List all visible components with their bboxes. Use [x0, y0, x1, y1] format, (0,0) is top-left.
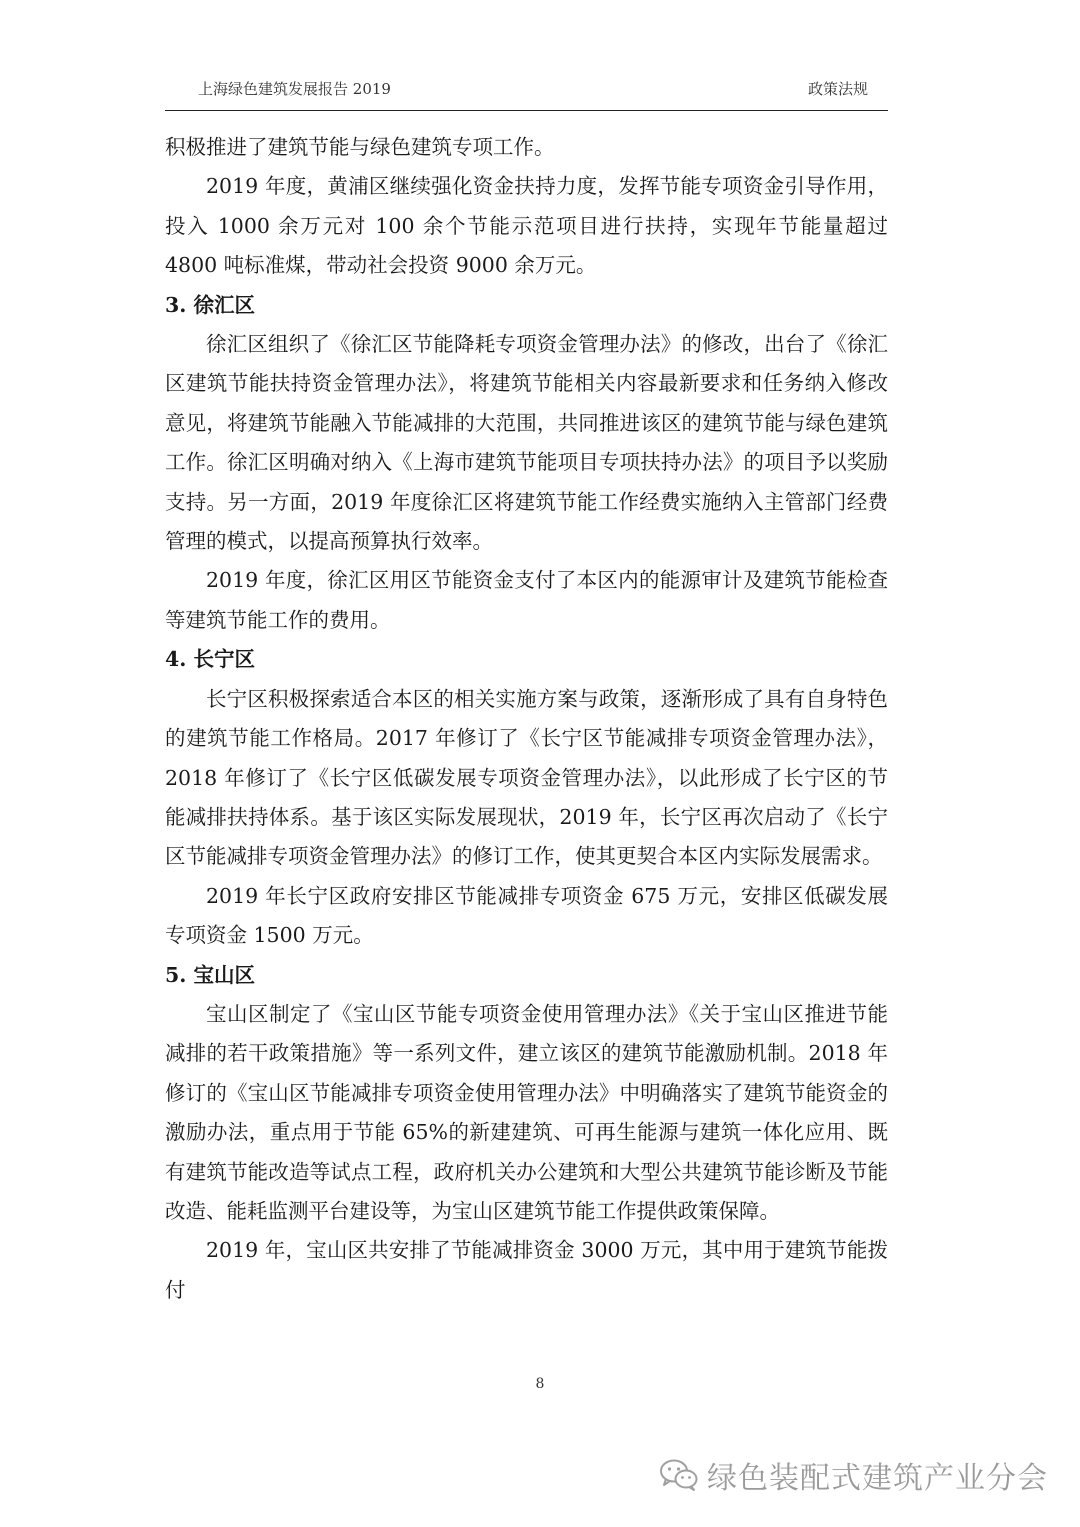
paragraph: 长宁区积极探索适合本区的相关实施方案与政策，逐渐形成了具有自身特色的建筑节能工作格局。2017 年修订了《长宁区节能减排专项资金管理办法》，2018 年修订了《长宁区低碳发展专项资金管理办法》，以此形成了长宁区的节能减排扶持体系。基于该区实际发展现状，2019 年，长宁区再次启动了《长宁区节能减排专项资金管理办法》的修订工作，使其更契合本区内实际发展需求。	[165, 686, 888, 869]
section-title: 政策法规	[807, 80, 868, 98]
document-body	[165, 128, 888, 1310]
page-header	[165, 66, 888, 111]
section-heading-baoshan: 5. 宝山区	[165, 962, 256, 987]
wechat-icon	[659, 1458, 699, 1492]
paragraph: 积极推进了建筑节能与绿色建筑专项工作。	[165, 135, 555, 159]
section-heading-xuhui: 3. 徐汇区	[165, 292, 256, 317]
paragraph: 2019 年，宝山区共安排了节能减排资金 3000 万元，其中用于建筑节能拨付	[165, 1238, 888, 1302]
paragraph: 2019 年度，黄浦区继续强化资金扶持力度，发挥节能专项资金引导作用，投入 1000 余万元对 100 余个节能示范项目进行扶持，实现年节能量超过 4800 吨标准煤，带动社会投资 9000 余万元。	[165, 174, 888, 278]
page-number: 8	[535, 1376, 545, 1392]
section-heading-changning: 4. 长宁区	[165, 647, 256, 672]
watermark	[659, 1452, 1048, 1498]
watermark-text: 绿色装配式建筑产业分会	[707, 1461, 1048, 1496]
paragraph: 2019 年长宁区政府安排区节能减排专项资金 675 万元，安排区低碳发展专项资金 1500 万元。	[165, 883, 888, 948]
paragraph: 宝山区制定了《宝山区节能专项资金使用管理办法》《关于宝山区推进节能减排的若干政策措施》等一系列文件，建立该区的建筑节能激励机制。2018 年修订的《宝山区节能减排专项资金使用管理办法》中明确落实了建筑节能资金的激励办法，重点用于节能 65%的新建建筑、可再生能源与建筑一体化应用、既有建筑节能改造等试点工程，政府机关办公建筑和大型公共建筑节能诊断及节能改造、能耗监测平台建设等，为宝山区建筑节能工作提供政策保障。	[165, 1001, 888, 1223]
report-title: 上海绿色建筑发展报告 2019	[198, 80, 391, 98]
paragraph: 徐汇区组织了《徐汇区节能降耗专项资金管理办法》的修改，出台了《徐汇区建筑节能扶持资金管理办法》，将建筑节能相关内容最新要求和任务纳入修改意见，将建筑节能融入节能减排的大范围，共同推进该区的建筑节能与绿色建筑工作。徐汇区明确对纳入《上海市建筑节能项目专项扶持办法》的项目予以奖励支持。另一方面，2019 年度徐汇区将建筑节能工作经费实施纳入主管部门经费管理的模式，以提高预算执行效率。	[165, 332, 888, 554]
paragraph: 2019 年度，徐汇区用区节能资金支付了本区内的能源审计及建筑节能检查等建筑节能工作的费用。	[165, 568, 888, 632]
